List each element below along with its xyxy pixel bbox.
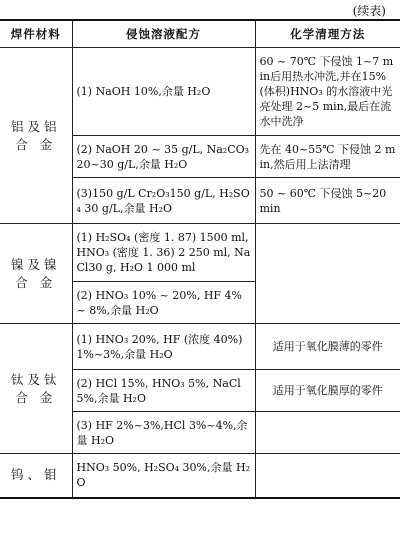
method-cell: 50 ~ 60℃ 下侵蚀 5~20 min bbox=[255, 178, 400, 224]
solution-cell: (2) HNO₃ 10% ~ 20%, HF 4% ~ 8%,余量 H₂O bbox=[72, 282, 255, 324]
solution-cell: (1) HNO₃ 20%, HF (浓度 40%)1%~3%,余量 H₂O bbox=[72, 324, 255, 370]
solution-cell: (2) HCl 15%, HNO₃ 5%, NaCl 5%,余量 H₂O bbox=[72, 370, 255, 412]
method-cell: 适用于氧化膜厚的零件 bbox=[255, 370, 400, 412]
material-tungsten: 钨、钼 bbox=[0, 454, 72, 498]
table-row bbox=[0, 224, 400, 282]
method-cell-empty bbox=[255, 454, 400, 498]
material-aluminum: 铝及铝 合 金 bbox=[0, 48, 72, 224]
header-row bbox=[0, 20, 400, 48]
solution-cell: (2) NaOH 20 ~ 35 g/L, Na₂CO₃ 20~30 g/L,余量 H₂O bbox=[72, 136, 255, 178]
method-cell-empty bbox=[255, 412, 400, 454]
solution-cell: (3) HF 2%~3%,HCl 3%~4%,余量 H₂O bbox=[72, 412, 255, 454]
method-cell: 适用于氧化膜薄的零件 bbox=[255, 324, 400, 370]
table-row bbox=[0, 48, 400, 136]
header-solution: 侵蚀溶液配方 bbox=[72, 20, 255, 48]
method-cell-empty bbox=[255, 224, 400, 324]
solution-cell: (1) H₂SO₄ (密度 1. 87) 1500 ml, HNO₃ (密度 1. 36) 2 250 ml, NaCl30 g, H₂O 1 000 ml bbox=[72, 224, 255, 282]
solution-cell: (1) NaOH 10%,余量 H₂O bbox=[72, 48, 255, 136]
material-titanium: 钛及钛 合 金 bbox=[0, 324, 72, 454]
material-nickel: 镍及镍 合 金 bbox=[0, 224, 72, 324]
table-row bbox=[0, 324, 400, 370]
method-cell: 先在 40~55℃ 下侵蚀 2 min,然后用上法清理 bbox=[255, 136, 400, 178]
solution-cell: HNO₃ 50%, H₂SO₄ 30%,余量 H₂O bbox=[72, 454, 255, 498]
solution-cell: (3)150 g/L Cr₂O₃150 g/L, H₂SO₄ 30 g/L,余量 H₂O bbox=[72, 178, 255, 224]
header-method: 化学清理方法 bbox=[255, 20, 400, 48]
etching-table bbox=[0, 19, 400, 499]
table-row bbox=[0, 454, 400, 498]
header-material: 焊件材料 bbox=[0, 20, 72, 48]
method-cell: 60 ~ 70℃ 下侵蚀 1~7 min后用热水冲洗,并在15%(体积)HNO₃ 的水溶液中光亮处理 2~5 min,最后在流水中洗净 bbox=[255, 48, 400, 136]
continued-label: (续表) bbox=[352, 4, 386, 18]
